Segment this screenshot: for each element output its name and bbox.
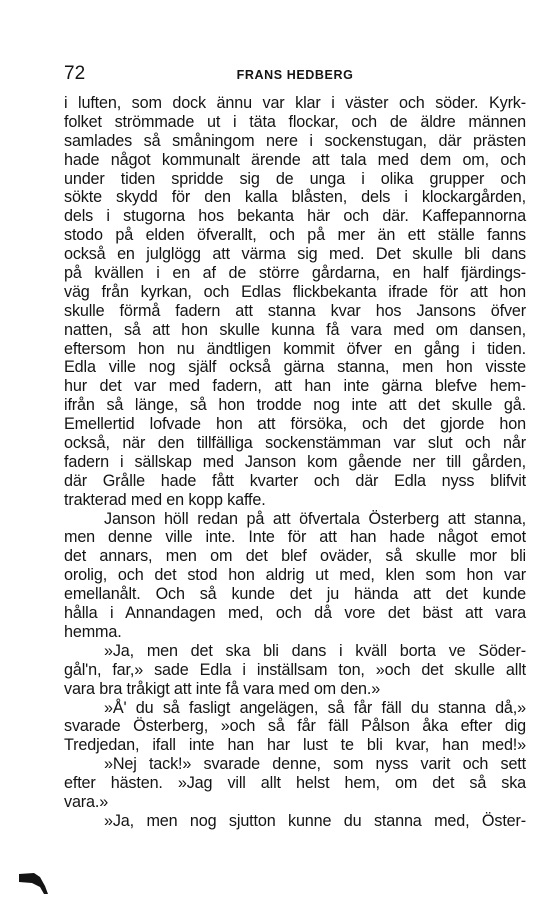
- text-line: det annars, men om det blef oväder, så skulle mor bli: [64, 547, 526, 566]
- text-line: där Grålle hade fått kvarter och där Edla nyss blifvit: [64, 471, 526, 490]
- text-line: hålla i Annandagen med, och då vore det bäst att vara: [64, 604, 526, 623]
- text-line: »Ja, men nog sjutton kunne du stanna med, Öster-: [104, 811, 526, 830]
- text-line: folket strömmade ut i täta flockar, och de äldre männen: [64, 112, 526, 131]
- text-line: Tredjedan, ifall inte han har lust te bli kvar, han med!»: [64, 736, 526, 755]
- text-line: trakterad med en kopp kaffe.: [64, 490, 266, 509]
- text-line: dels i stugorna hos bekanta här och där. Kaffepannorna: [64, 207, 526, 226]
- text-line: fadern i sällskap med Janson kom gående ner till gården,: [64, 452, 526, 471]
- running-head: FRANS HEDBERG: [236, 68, 354, 82]
- text-line: Emellertid lofvade hon att försöka, och det gjorde hon: [64, 415, 526, 434]
- text-line: »Å' du så fasligt angelägen, så får fäll du stanna då,»: [104, 698, 526, 717]
- text-line: också en julglögg att värma sig med. Det skulle bli dans: [64, 245, 526, 264]
- text-line: orolig, och det stod hon aldrig ut med, klen som hon var: [64, 566, 526, 585]
- text-line: eftersom hon nu ändtligen kommit öfver en gång i tiden.: [64, 339, 526, 358]
- text-line: på kvällen i en af de större gårdarna, en half fjärdings-: [64, 264, 526, 283]
- text-line: hade något kommunalt ärende att tala med dem om, och: [64, 150, 526, 169]
- text-line: »Ja, men det ska bli dans i kväll borta ve Söder-: [104, 641, 526, 660]
- text-line: »Nej tack!» svarade denne, som nyss varit och sett: [104, 755, 526, 774]
- text-line: skulle förmå fadern att stanna kvar hos Jansons öfver: [64, 301, 526, 320]
- text-line: ifrån så länge, så hon trodde nog inte att det skulle gå.: [64, 396, 526, 415]
- text-line: hemma.: [64, 622, 122, 641]
- text-line: svarade Österberg, »och så får fäll Pålson åka efter dig: [64, 717, 526, 736]
- text-line: i luften, som dock ännu var klar i väster och söder. Kyrk-: [64, 94, 526, 112]
- text-line: samlades så småningom nere i sockenstugan, där prästen: [64, 131, 526, 150]
- text-line: Edla ville nog själf också gärna stanna, men hon visste: [64, 358, 526, 377]
- text-line: gål'n, far,» sade Edla i inställsam ton, »och det skulle allt: [64, 660, 526, 679]
- text-line: vara bra tråkigt att inte få vara med om den.»: [64, 679, 381, 698]
- text-line: stodo på elden öfverallt, och på mer än ett ställe fanns: [64, 226, 526, 245]
- page-number: 72: [64, 63, 86, 84]
- hand-pointer-mark-icon: [18, 864, 52, 896]
- text-line: under tiden spridde sig de unga i olika grupper och: [64, 169, 526, 188]
- text-line: men denne ville inte. Inte för att han hade något emot: [64, 528, 526, 547]
- text-line: efter hästen. »Jag vill allt helst hem, om det så ska: [64, 774, 526, 793]
- text-line: väg från kyrkan, och Edlas flickbekanta ifrade för att hon: [64, 282, 526, 301]
- text-line: Janson höll redan på att öfvertala Österberg att stanna,: [104, 509, 526, 528]
- text-line: vara.»: [64, 792, 109, 811]
- text-line: emellanålt. Och så kunde det ju hända att det kunde: [64, 585, 526, 604]
- page-header: [64, 62, 526, 86]
- text-line: sökte skydd för den kalla blåsten, dels i klockargården,: [64, 188, 526, 207]
- text-line: också, när den tillfälliga sockenstämman var slut och når: [64, 434, 526, 453]
- body-text: [64, 94, 526, 831]
- text-line: natten, så att hon skulle kunna få vara med om dansen,: [64, 320, 526, 339]
- text-line: hur det var med fadern, att han inte gärna blefve hem-: [64, 377, 526, 396]
